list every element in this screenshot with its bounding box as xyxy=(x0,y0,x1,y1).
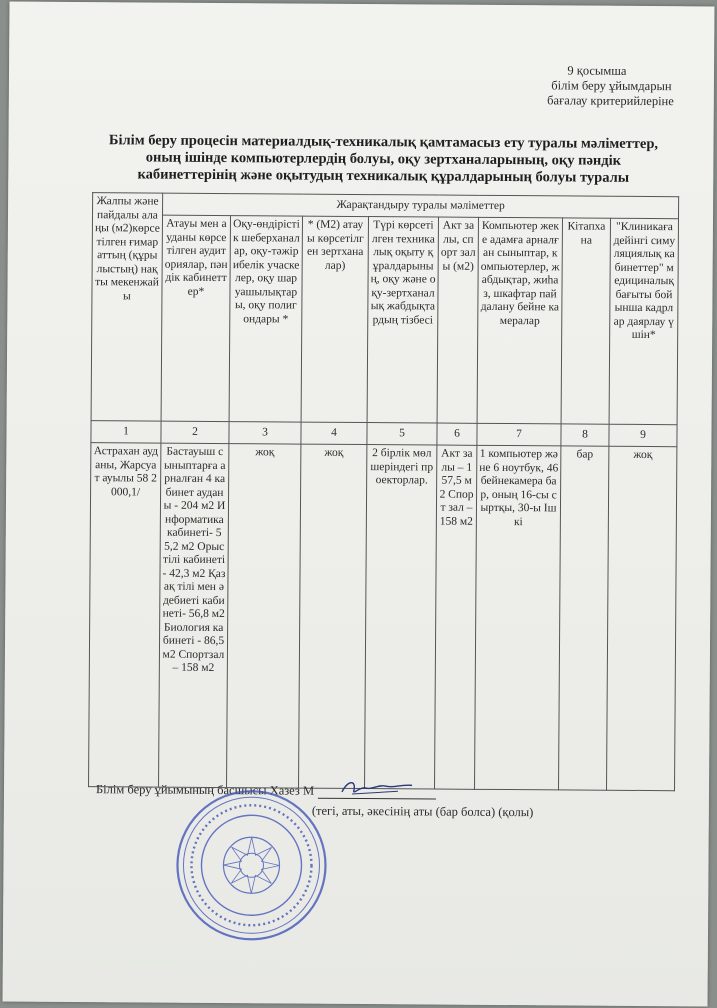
header-workshops: Оқу-өндірістік шеберханалар, оқу-тәжірибелік учаскелер, оқу шаруашылықтары, оқу полигондары * xyxy=(229,216,302,422)
header-equipment: Түрі көрсетілген техникалық оқыту құралдарының, оқу және оқу-зертханалық жабдықтардың тізбесі xyxy=(367,217,438,423)
table-row xyxy=(89,443,677,791)
annex-number: 9 қосымша xyxy=(567,63,627,78)
signatory-caption: (тегі, аты, әкесінің аты (бар болса) (қолы) xyxy=(311,803,534,820)
header-halls: Акт залы, спорт залы (м2) xyxy=(437,217,478,423)
cell-equipment: 2 бірлік мөлшеріндегі проекторлар. xyxy=(365,445,437,789)
signature-icon xyxy=(338,776,418,801)
header-rooms: Атауы мен ауданы көрсетілген аудиториялар, пәндік кабинеттер* xyxy=(161,215,230,421)
cell-computers: 1 компьютер және 6 ноутбук, 46 бейнекамера бар, оның 16-сы сыртқы, 30-ы Ішкі xyxy=(475,445,561,790)
header-address: Жалпы және пайдалы алаңы (м2)көрсетілген ғимараттың (құрылыстың) нақты мекенжайы xyxy=(91,193,163,421)
header-group: Жарақтандыру туралы мәліметтер xyxy=(163,193,679,219)
col-number: 6 xyxy=(437,423,477,445)
header-library: Кітапхана xyxy=(561,218,610,424)
cell-rooms: Бастауыш сыныптарға арналған 4 кабинет ауданы - 204 м2 Информатика кабинеті- 55,2 м2 Орыс тілі кабинеті- 42,3 м2 Қазақ тілі мен әдебиеті кабинеті- 56,8 м2 Биология кабинеті - 86,5 м2 Спортзал – 158 м2 xyxy=(159,443,229,787)
header-computers: Компьютер жеке адамға арналған сыныптар, компьютерлер, жабдықтар, жиһаз, шкафтар пайдалану бейне камералар xyxy=(477,217,562,424)
col-number: 4 xyxy=(301,422,367,444)
title-line-3: кабинеттерінің және оқытудың техникалық құралдарының болуы туралы xyxy=(137,166,630,186)
col-number: 3 xyxy=(229,422,301,445)
title-line-1: Білім беру процесін материалдық-техникалық қамтамасыз ету туралы мәліметтер, xyxy=(108,132,659,153)
document-title xyxy=(88,132,678,187)
col-number: 5 xyxy=(367,423,437,445)
cell-labs: жоқ xyxy=(299,444,367,788)
equipment-table xyxy=(88,192,679,791)
signatory-text: Білім беру ұйымының басшысы Хазез М xyxy=(95,782,315,798)
cell-halls: Акт залы – 157,5 м2 Спорт зал – 158 м2 xyxy=(435,445,477,789)
col-number: 1 xyxy=(91,421,161,443)
annex-note xyxy=(547,63,674,109)
title-line-2: оның ішінде компьютерлердің болуы, оқу зертханаларының, оқу пәндік xyxy=(145,149,622,169)
stamp-seal-icon xyxy=(171,785,332,946)
header-labs: * (М2) атауы көрсетілген зертханалар) xyxy=(301,216,368,422)
col-number: 9 xyxy=(609,424,677,446)
col-number: 2 xyxy=(161,421,229,443)
col-number: 8 xyxy=(561,424,609,446)
cell-clinic: жоқ xyxy=(607,446,677,790)
cell-address: Астрахан ауданы, Жарсуат ауылы 58 2000,1/ xyxy=(89,443,161,787)
cell-workshops: жоқ xyxy=(227,444,301,788)
annex-line-3: бағалау критерийлеріне xyxy=(547,93,674,109)
col-number: 7 xyxy=(477,423,561,446)
document-page xyxy=(3,2,715,1007)
cell-library: бар xyxy=(559,446,609,790)
annex-line-2: білім беру ұйымдарын xyxy=(551,78,672,94)
header-clinic: "Клиникаға дейінгі симуляциялық кабинеттер" медициналық бағыты бойынша кадрлар даярлау үшін* xyxy=(609,218,678,424)
